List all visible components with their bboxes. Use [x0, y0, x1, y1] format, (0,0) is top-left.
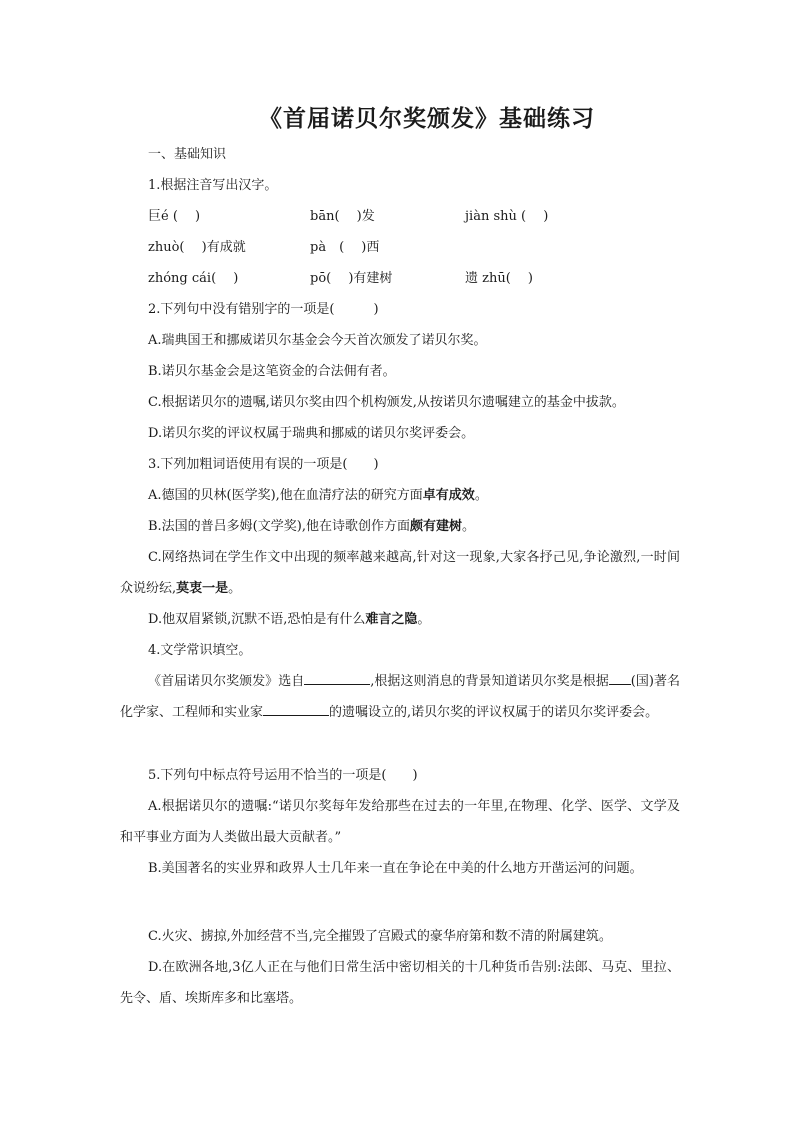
- q3-a-bold-term: 卓有成效: [422, 488, 475, 503]
- q1-item: zhóng cái( ): [148, 271, 239, 286]
- q2-option-c: C.根据诺贝尔的遗嘱,诺贝尔奖由四个机构颁发,从按诺贝尔遗嘱建立的基金中拔款。: [148, 395, 625, 410]
- q1-item: pà ( )西: [310, 240, 380, 255]
- q4-text-1: 《首届诺贝尔奖颁发》选自: [148, 674, 305, 689]
- q2-option-b: B.诺贝尔基金会是这笔资金的合法佣有者。: [148, 364, 396, 379]
- q3-a-text: A.德国的贝林(医学奖),他在血清疗法的研究方面: [148, 488, 423, 503]
- q3-d-bold-term: 难言之隐: [365, 612, 418, 627]
- q5-option-d: D.在欧洲各地,3亿人正在与他们日常生活中密切相关的十几种货币告别:法郎、马克、里拉、先令、盾、埃斯库多和比塞塔。: [120, 960, 680, 1006]
- q4-stem: 4.文学常识填空。: [148, 643, 252, 658]
- q2-option-d: D.诺贝尔奖的评议权属于瑞典和挪威的诺贝尔奖评委会。: [148, 426, 475, 441]
- q3-b-end: 。: [461, 519, 475, 534]
- q1-item: pō( )有建树: [310, 271, 393, 286]
- q5-option-c: C.火灾、掳掠,外加经营不当,完全摧毁了宫殿式的豪华府第和数不清的附属建筑。: [148, 929, 612, 944]
- q3-option-c: [120, 542, 680, 604]
- q2-option-a: A.瑞典国王和挪威诺贝尔基金会今天首次颁发了诺贝尔奖。: [148, 333, 487, 348]
- q3-b-bold-term: 颇有建树: [409, 519, 462, 534]
- q5-option-a: A.根据诺贝尔的遗嘱:“诺贝尔奖每年发给那些在过去的一年里,在物理、化学、医学、文学及和平事业方面为人类做出最大贡献者。”: [120, 799, 680, 845]
- answer-blank[interactable]: [263, 701, 329, 716]
- section-heading: 一、基础知识: [148, 147, 227, 162]
- answer-blank[interactable]: [304, 670, 370, 685]
- q3-c-text: C.网络热词在学生作文中出现的频率越来越高,针对这一现象,大家各抒己见,争论激烈,一时间众说纷纭,: [120, 550, 680, 596]
- q5-stem: 5.下列句中标点符号运用不恰当的一项是( ): [148, 768, 418, 783]
- page-title: 《首届诺贝尔奖颁发》基础练习: [259, 106, 595, 132]
- q4-text-2: ,根据这则消息的背景知道诺贝尔奖是根据: [370, 674, 609, 689]
- q1-item: 巨é ( ): [148, 209, 201, 224]
- q3-b-text: B.法国的普吕多姆(文学奖),他在诗歌创作方面: [148, 519, 410, 534]
- q3-stem: 3.下列加粗词语使用有误的一项是( ): [148, 457, 379, 472]
- q1-item: jiàn shù ( ): [465, 209, 549, 224]
- q1-item: zhuò( )有成就: [148, 240, 246, 255]
- q1-item: 遗 zhū( ): [465, 271, 534, 286]
- q3-d-text: D.他双眉紧锁,沉默不语,恐怕是有什么: [148, 612, 366, 627]
- q5-option-b: B.美国著名的实业界和政界人士几年来一直在争论在中美的什么地方开凿运河的问题。: [148, 861, 643, 876]
- q2-stem: 2.下列句中没有错别字的一项是( ): [148, 302, 379, 317]
- q3-c-end: 。: [228, 581, 242, 596]
- q3-option-a: [148, 486, 488, 506]
- q3-option-b: [148, 517, 475, 537]
- answer-blank[interactable]: [609, 670, 631, 685]
- q3-option-d: [148, 610, 430, 630]
- q1-stem: 1.根据注音写出汉字。: [148, 178, 278, 193]
- q3-d-end: 。: [417, 612, 431, 627]
- q3-a-end: 。: [474, 488, 488, 503]
- q4-text-4: 的遗嘱设立的,诺贝尔奖的评议权属于的诺贝尔奖评委会。: [329, 705, 659, 720]
- q3-c-bold-term: 莫衷一是: [176, 581, 229, 596]
- q1-item: bān( )发: [310, 209, 375, 224]
- q4-text-3: (国)著名化学家、工程师和实业家: [120, 674, 680, 720]
- q4-fill-text: [120, 666, 680, 728]
